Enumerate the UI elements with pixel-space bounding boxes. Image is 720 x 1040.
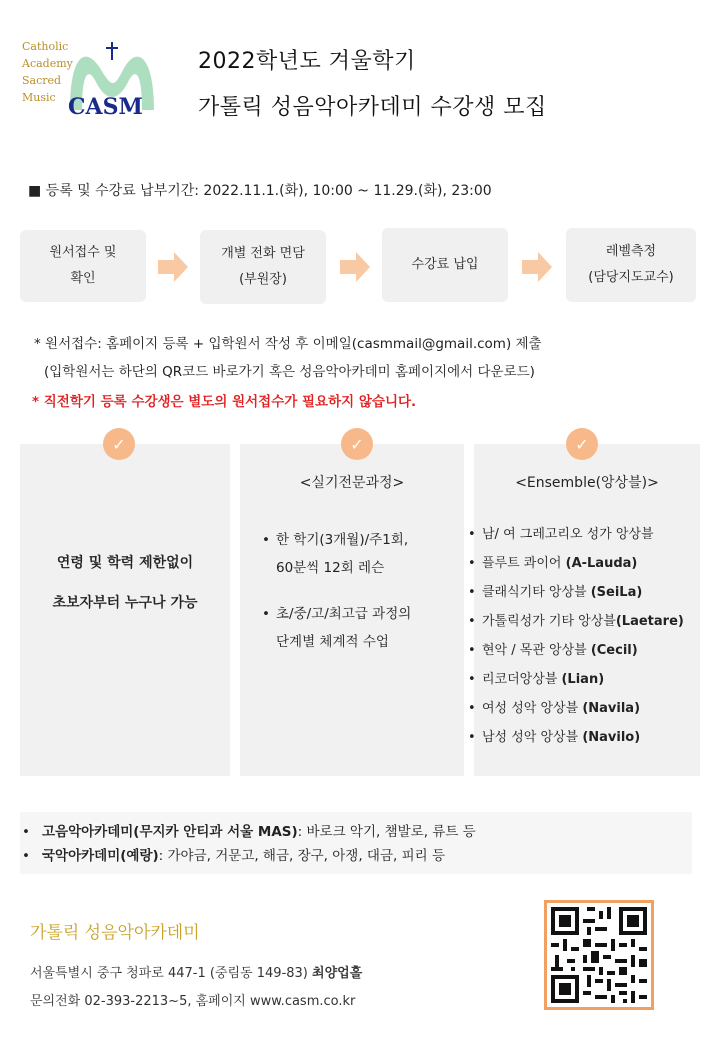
list-item-text: 현악 / 목관 앙상블: [482, 643, 591, 658]
list-item: [262, 526, 458, 582]
list-item: [468, 636, 700, 665]
note-download: (입학원서는 하단의 QR코드 바로가기 혹은 성음악아카데미 홈페이지에서 다운로드): [44, 364, 535, 380]
arrow-right-icon: [522, 252, 552, 282]
list-item-text: 남/ 여 그레고리오 성가 앙상블: [482, 527, 654, 542]
step-label: 개별 전화 면담: [221, 246, 305, 261]
list-item: [468, 549, 700, 578]
step-level-test: [566, 228, 696, 302]
list-item-code: (A-Lauda): [565, 556, 638, 571]
list-item-code: (Navila): [582, 701, 641, 716]
step-application: [20, 230, 146, 302]
list-item: [262, 600, 458, 656]
list-item: [468, 578, 700, 607]
check-icon: ✓: [103, 428, 135, 460]
list-item-code: (Cecil): [590, 643, 638, 658]
academy-name: 국악아카데미(예랑): [42, 848, 159, 864]
list-item-text: 플루트 콰이어: [482, 556, 566, 571]
academy-instruments: : 가야금, 거문고, 해금, 장구, 아쟁, 대금, 피리 등: [158, 848, 445, 864]
qr-code-icon[interactable]: [544, 900, 654, 1010]
list-item: [22, 844, 692, 868]
list-item-code: (Lian): [561, 672, 605, 687]
logo-line: Academy: [22, 57, 73, 70]
list-item-text: 리코더앙상블: [482, 672, 562, 687]
eligibility-line: 초보자부터 누구나 가능: [52, 595, 198, 611]
arrow-right-icon: [158, 252, 188, 282]
professional-course-heading: <실기전문과정>: [299, 475, 405, 491]
logo-mark: CASM: [68, 94, 143, 118]
list-item-code: (SeiLa): [590, 585, 643, 600]
list-item-code: (Laetare): [615, 614, 684, 629]
note-application: * 원서접수: 홈페이지 등록 + 입학원서 작성 후 이메일(casmmail@gmail.com) 제출: [34, 336, 542, 352]
ensemble-list: [468, 520, 700, 752]
title-line-1: 2022학년도 겨울학기: [198, 49, 416, 74]
other-academies-list: [20, 812, 692, 868]
title-line-2: 가톨릭 성음악아카데미 수강생 모집: [198, 95, 547, 120]
step-label: 원서접수 및: [49, 245, 117, 260]
list-item: [468, 665, 700, 694]
list-item-text: 여성 성악 앙상블: [482, 701, 583, 716]
academy-name: 고음악아카데미(무지카 안티과 서울 MAS): [42, 824, 298, 840]
step-label: 레벨측정: [605, 244, 657, 259]
step-interview: [200, 230, 326, 304]
ensemble-heading: <Ensemble(앙상블)>: [515, 475, 659, 491]
logo-line: Catholic: [22, 40, 69, 53]
registration-period: ■ 등록 및 수강료 납부기간: 2022.11.1.(화), 10:00 ~ 11.29.(화), 23:00: [28, 183, 492, 199]
list-item-text: 클래식기타 앙상블: [482, 585, 591, 600]
list-item-code: (Navilo): [582, 730, 641, 745]
list-item-text: 단계별 체계적 수업: [276, 634, 389, 650]
academy-instruments: : 바로크 악기, 챔발로, 류트 등: [297, 824, 476, 840]
logo-line: Music: [22, 91, 56, 104]
list-item: [468, 520, 700, 549]
list-item: [468, 694, 700, 723]
hall-name: 최양업홀: [312, 966, 363, 981]
casm-logo-icon: [64, 38, 160, 118]
list-item: [468, 607, 700, 636]
note-returning-students: * 직전학기 등록 수강생은 별도의 원서접수가 필요하지 않습니다.: [32, 394, 417, 410]
step-payment: [382, 228, 508, 302]
arrow-right-icon: [340, 252, 370, 282]
footer-address: [30, 962, 362, 981]
logo-line: Sacred: [22, 74, 62, 87]
list-item-text: 남성 성악 앙상블: [482, 730, 583, 745]
step-label: 수강료 납입: [411, 257, 479, 272]
list-item-text: 60분씩 12회 레슨: [276, 560, 385, 576]
eligibility-line: 연령 및 학력 제한없이: [56, 555, 194, 571]
footer-title: 가톨릭 성음악아카데미: [30, 923, 200, 943]
other-academies-box: [20, 812, 692, 874]
check-icon: ✓: [341, 428, 373, 460]
list-item-text: • 초/중/고/최고급 과정의: [276, 606, 412, 622]
list-item: [468, 723, 700, 752]
step-label: (담당지도교수): [588, 270, 674, 285]
step-label: 확인: [70, 271, 96, 286]
qr-pattern: [547, 903, 651, 1007]
footer-contact: 문의전화 02-393-2213~5, 홈페이지 www.casm.co.kr: [30, 994, 356, 1009]
professional-course-list: [262, 526, 458, 656]
list-item-text: • 한 학기(3개월)/주1회,: [276, 532, 409, 548]
list-item-text: 가톨릭성가 기타 앙상블: [482, 614, 616, 629]
step-label: (부원장): [239, 272, 287, 287]
address-text: 서울특별시 중구 청파로 447-1 (중림동 149-83): [30, 966, 313, 981]
list-item: [22, 820, 692, 844]
check-icon: ✓: [566, 428, 598, 460]
